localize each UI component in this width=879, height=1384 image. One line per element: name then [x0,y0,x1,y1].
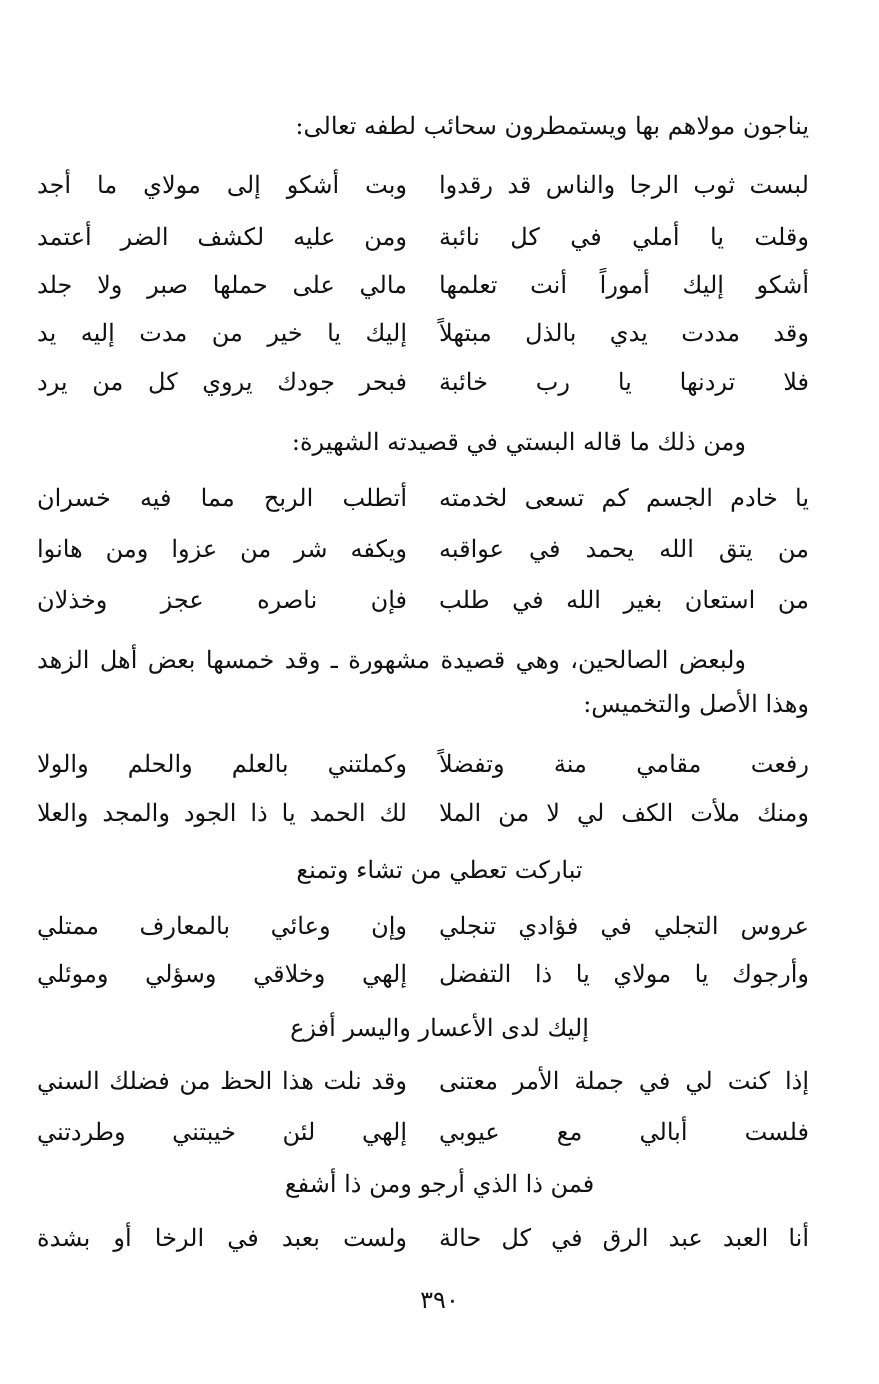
second-hemistich: ومن عليه لكشف الضر أعتمد [37,223,407,251]
first-hemistich: أنا العبد عبد الرق في كل حالة [439,1224,809,1252]
salihin-intro-line-2: وهذا الأصل والتخميس: [583,690,809,718]
verse-line [37,793,809,833]
second-hemistich: فإن ناصره عجز وخذلان [37,586,407,614]
second-hemistich: إليك يا خير من مدت إليه يد [37,319,407,347]
refrain-line: إليك لدى الأعسار واليسر أفزع [290,1014,589,1042]
verse-line [37,1218,809,1258]
verse-line [37,165,809,205]
first-hemistich: يا خادم الجسم كم تسعى لخدمته [439,484,809,512]
page-number: ٣٩٠ [420,1286,459,1314]
second-hemistich: وكملتني بالعلم والحلم والولا [37,750,407,778]
first-hemistich: أشكو إليك أموراً أنت تعلمها [439,271,809,299]
verse-line [37,1112,809,1152]
verse-line [37,744,809,784]
second-hemistich: ويكفه شر من عزوا ومن هانوا [37,535,407,563]
verse-line [37,362,809,402]
second-hemistich: إلهي وخلاقي وسؤلي وموئلي [37,960,407,988]
first-hemistich: وأرجوك يا مولاي يا ذا التفضل [439,960,809,988]
first-hemistich: عروس التجلي في فؤادي تنجلي [439,912,809,940]
verse-line [37,906,809,946]
busti-intro: ومن ذلك ما قاله البستي في قصيدته الشهيرة: [291,428,746,456]
verse-line [37,580,809,620]
verse-line [37,265,809,305]
verse-line [37,954,809,994]
first-hemistich: وقلت يا أملي في كل نائبة [439,223,809,251]
first-hemistich: فلا تردنها يا رب خائبة [439,368,809,396]
second-hemistich: وبت أشكو إلى مولاي ما أجد [37,171,407,199]
verse-line [37,1061,809,1101]
first-hemistich: من استعان بغير الله في طلب [439,586,809,614]
second-hemistich: إلهي لئن خيبتني وطردتني [37,1118,407,1146]
second-hemistich: فبحر جودك يروي كل من يرد [37,368,407,396]
second-hemistich: وقد نلت هذا الحظ من فضلك السني [37,1067,407,1095]
verse-line [37,217,809,257]
salihin-intro-line-1: ولبعض الصالحين، وهي قصيدة مشهورة ـ وقد خمسها بعض أهل الزهد [37,646,746,674]
first-hemistich: رفعت مقامي منة وتفضلاً [439,750,809,778]
second-hemistich: مالي على حملها صبر ولا جلد [37,271,407,299]
first-hemistich: إذا كنت لي في جملة الأمر معتنى [439,1067,809,1095]
second-hemistich: ولست بعبد في الرخا أو بشدة [37,1224,407,1252]
first-hemistich: وقد مددت يدي بالذل مبتهلاً [439,319,809,347]
verse-line [37,529,809,569]
refrain-line: تباركت تعطي من تشاء وتمنع [296,856,583,884]
first-hemistich: ومنك ملأت الكف لي لا من الملا [439,799,809,827]
refrain-line: فمن ذا الذي أرجو ومن ذا أشفع [284,1170,595,1198]
first-hemistich: فلست أبالي مع عيوبي [439,1118,809,1146]
intro-line: يناجون مولاهم بها ويستمطرون سحائب لطفه تعالى: [295,112,809,140]
second-hemistich: لك الحمد يا ذا الجود والمجد والعلا [37,799,407,827]
verse-line [37,478,809,518]
first-hemistich: لبست ثوب الرجا والناس قد رقدوا [439,171,809,199]
first-hemistich: من يتق الله يحمد في عواقبه [439,535,809,563]
second-hemistich: وإن وعائي بالمعارف ممتلي [37,912,407,940]
second-hemistich: أتطلب الربح مما فيه خسران [37,484,407,512]
verse-line [37,313,809,353]
